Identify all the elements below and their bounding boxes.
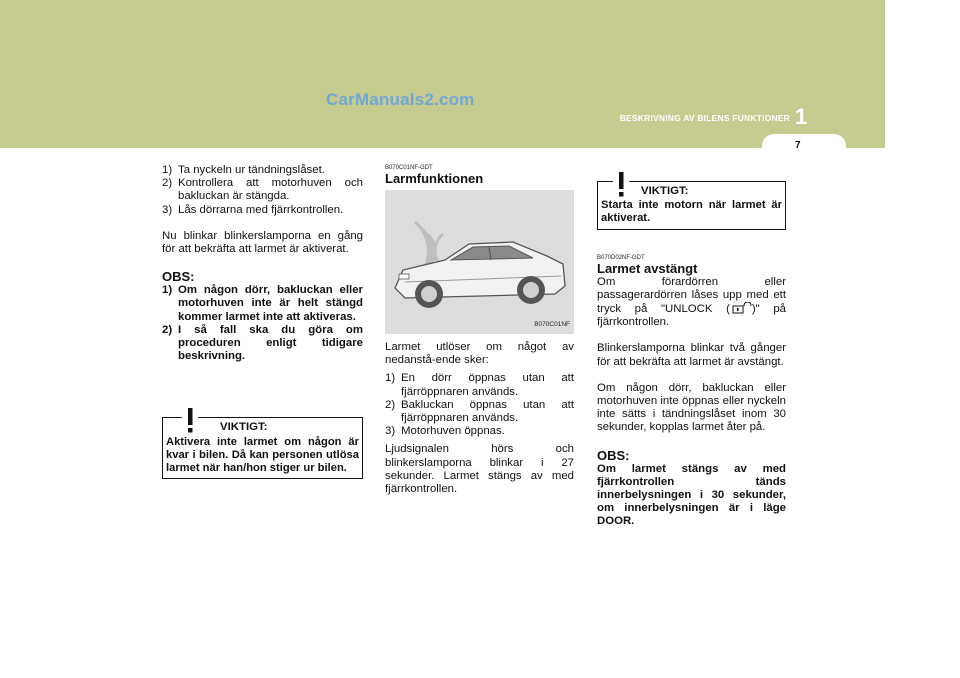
step-item: 2) Kontrollera att motorhuven och bakluckan är stängda. (162, 177, 363, 203)
page-header (0, 0, 885, 148)
car-alarm-figure (385, 190, 574, 334)
obs-text: Om larmet stängs av med fjärrkontrollen tänds innerbelysningen i 30 sekunder, om innerbelysningen är i läge DOOR. (597, 462, 786, 528)
car-illustration (385, 190, 574, 334)
column-1 (162, 164, 363, 479)
warning-icon (171, 400, 209, 436)
obs-label: OBS: (597, 447, 630, 463)
section-code: B070D02NF-GDT (597, 254, 645, 261)
signal-paragraph: Ljudsignalen hörs och blinkerslamporna blinkar i 27 sekunder. Larmet stängs av med fjärrkontrollen. (385, 443, 574, 496)
warning-icon (602, 164, 640, 200)
warning-box (162, 417, 363, 479)
warning-box (597, 181, 786, 230)
step-item: 3) Lås dörrarna med fjärrkontrollen. (162, 203, 344, 216)
trigger-item: 1) En dörr öppnas utan att fjärröppnaren används. (385, 372, 574, 398)
section-heading: Larmfunktionen (385, 171, 484, 186)
page-number: 7 (795, 140, 801, 151)
obs-label: OBS: (162, 269, 195, 285)
chapter-number: 1 (795, 104, 808, 129)
page-tab (762, 134, 846, 156)
trigger-item: 3) Motorhuven öppnas. (385, 425, 505, 438)
obs-item: 1) Om någon dörr, bakluckan eller motorhuven inte är helt stängd kommer larmet inte att aktiveras. (162, 284, 363, 323)
column-3 (597, 164, 786, 529)
obs-item: 2) I så fall ska du göra om proceduren enligt tidigare beskrivning. (162, 323, 363, 363)
intro-paragraph: Larmet utlöser om något av nedanstå-ende sker: (385, 341, 574, 367)
warning-text: Starta inte motorn när larmet är aktiverat. (601, 199, 782, 225)
confirm-paragraph: Nu blinkar blinkerslamporna en gång för att bekräfta att larmet är aktiverat. (162, 229, 363, 256)
step-item: 1) Ta nyckeln ur tändningslåset. (162, 164, 325, 176)
warning-title: VIKTIGT: (220, 421, 268, 434)
section-title: BESKRIVNING AV BILENS FUNKTIONER (619, 113, 790, 123)
warning-title: VIKTIGT: (641, 185, 689, 197)
trigger-item: 2) Bakluckan öppnas utan att fjärröppnaren används. (385, 398, 574, 425)
section-code: B070C01NF-GDT (385, 165, 433, 171)
site-logo[interactable]: CarManuals2.com (326, 90, 475, 109)
unlock-paragraph: Om förardörren eller passagerardörren låses upp med ett tryck på "UNLOCK ( )" på fjärrkontrollen. (597, 275, 786, 329)
warning-text: Aktivera inte larmet om någon är kvar i bilen. Då kan personen utlösa larmet när han/hon stiger ur bilen. (166, 435, 359, 475)
blink-paragraph: Blinkerslamporna blinkar två gånger för att bekräfta att larmet är avstängt. (597, 342, 786, 368)
rearm-paragraph: Om någon dörr, bakluckan eller motorhuven inte öppnas eller nyckeln inte sätts i tändningslåset inom 30 sekunder, kopplas larmet åter på. (597, 381, 786, 434)
section-heading: Larmet avstängt (597, 260, 698, 276)
figure-code: B070C01NF (534, 320, 570, 328)
column-2 (385, 164, 574, 496)
unlock-icon (730, 302, 752, 314)
